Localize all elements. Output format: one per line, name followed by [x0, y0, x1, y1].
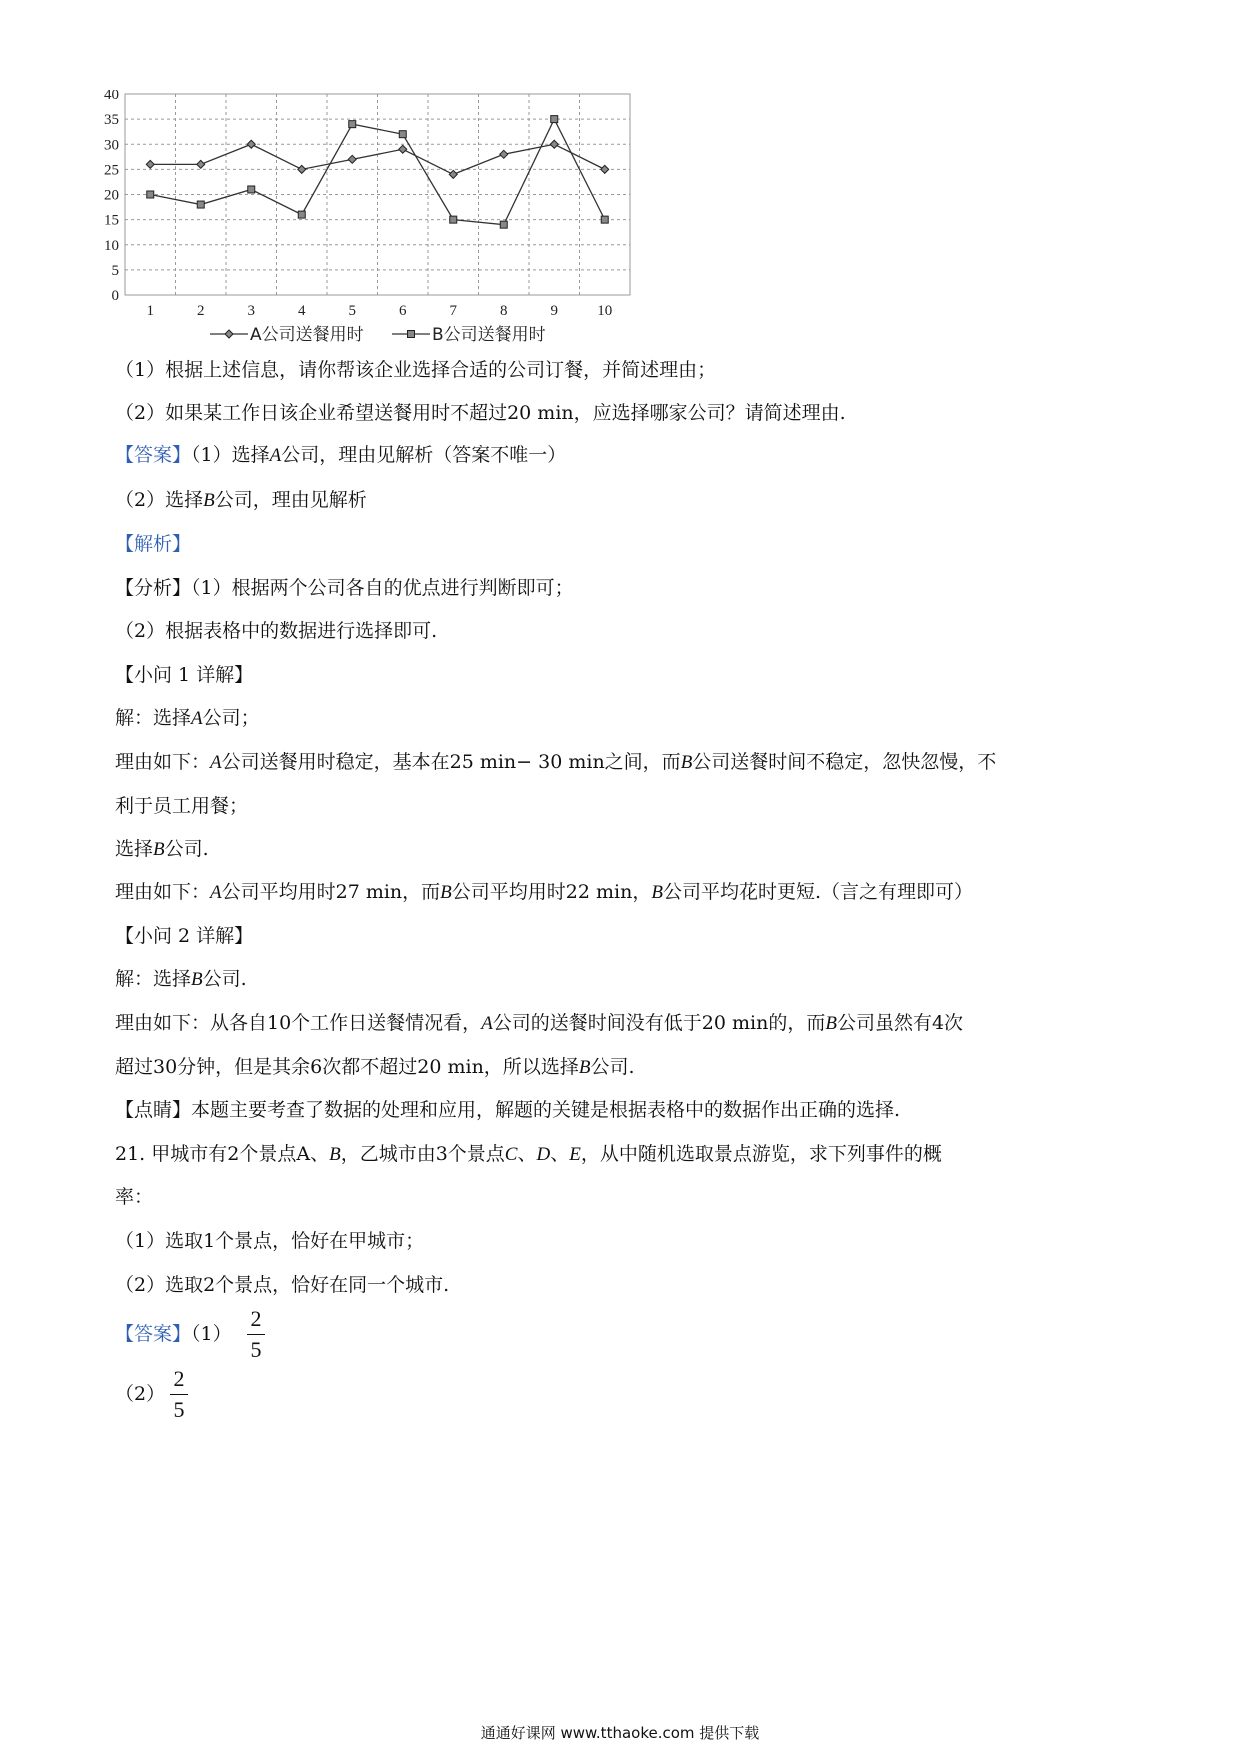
answer-21-2: （2）: [115, 1383, 166, 1405]
y-tick-label: 35: [104, 112, 119, 129]
sub2-line-3: 超过30分钟，但是其余6次都不超过20 min，所以选择B公司.: [115, 1056, 635, 1078]
footer: 通通好课网 www.tthaoke.com 提供下载: [480, 1724, 760, 1742]
question-21-part-1: （1）选取1个景点，恰好在甲城市；: [115, 1230, 425, 1252]
series-a-point: [550, 140, 558, 148]
sub1-line-3: 利于员工用餐；: [115, 795, 249, 817]
question-1: （1）根据上述信息，请你帮该企业选择合适的公司订餐，并简述理由；: [115, 359, 717, 381]
series-b-point: [197, 201, 204, 208]
analysis-line-1: 【分析】（1）根据两个公司各自的优点进行判断即可；: [115, 577, 574, 599]
x-tick-label: 7: [449, 303, 457, 319]
series-a-point: [247, 140, 255, 148]
x-tick-label: 2: [197, 303, 205, 319]
key-point: 【点睛】本题主要考查了数据的处理和应用，解题的关键是根据表格中的数据作出正确的选择.: [115, 1099, 901, 1121]
sub1-line-1: 解：选择A公司；: [115, 707, 260, 729]
series-b-point: [450, 216, 457, 223]
analysis-line-2: （2）根据表格中的数据进行选择即可.: [115, 620, 438, 642]
x-tick-label: 6: [399, 303, 407, 319]
sub1-line-5: 理由如下：A公司平均用时27 min，而B公司平均用时22 min，B公司平均花时更短.（言之有理即可）: [115, 881, 973, 903]
series-b-point: [399, 131, 406, 138]
legend-label: B公司送餐用时: [432, 325, 546, 345]
y-tick-label: 20: [104, 187, 119, 204]
answer-tag: 【答案】: [115, 444, 192, 466]
question-21-line-2: 率：: [115, 1186, 154, 1208]
series-b-point: [601, 216, 608, 223]
question-2: （2）如果某工作日该企业希望送餐用时不超过20 min，应选择哪家公司？请简述理由.: [115, 402, 846, 424]
fraction-answer-1: 2 5: [247, 1306, 265, 1363]
x-tick-label: 9: [550, 303, 558, 319]
answer-21-1: 【答案】（1）: [115, 1323, 232, 1345]
series-a-point: [146, 160, 154, 168]
x-tick-label: 3: [247, 303, 255, 319]
series-b-point: [349, 121, 356, 128]
series-b-point: [551, 116, 558, 123]
series-a-point: [197, 160, 205, 168]
subquestion-1-title: 【小问 1 详解】: [115, 664, 254, 686]
series-a-point: [399, 145, 407, 153]
sub1-line-4: 选择B公司.: [115, 838, 209, 860]
series-a-point: [601, 165, 609, 173]
series-a-point: [500, 150, 508, 158]
x-tick-label: 1: [146, 303, 154, 319]
question-21-part-2: （2）选取2个景点，恰好在同一个城市.: [115, 1274, 450, 1296]
analysis-tag: 【解析】: [115, 533, 192, 555]
x-tick-label: 10: [597, 303, 613, 319]
subquestion-2-title: 【小问 2 详解】: [115, 925, 254, 947]
series-a-point: [449, 170, 457, 178]
series-b-point: [298, 211, 305, 218]
y-tick-label: 5: [111, 262, 119, 279]
series-b-point: [500, 221, 507, 228]
y-tick-label: 25: [104, 162, 119, 179]
answer-1: 【答案】（1）选择A公司，理由见解析（答案不唯一）: [115, 444, 567, 466]
legend-marker-square: [408, 331, 415, 338]
y-tick-label: 15: [104, 212, 119, 229]
y-tick-label: 0: [111, 288, 119, 304]
y-tick-label: 40: [104, 90, 119, 103]
series-a-point: [348, 155, 356, 163]
legend-marker-diamond: [225, 330, 233, 338]
sub2-line-1: 解：选择B公司.: [115, 968, 247, 990]
fraction-answer-2: 2 5: [170, 1366, 188, 1423]
x-tick-label: 5: [348, 303, 356, 319]
y-tick-label: 30: [104, 137, 119, 154]
series-a-point: [298, 165, 306, 173]
x-tick-label: 8: [500, 303, 508, 319]
answer-2: （2）选择B公司，理由见解析: [115, 489, 367, 511]
delivery-time-chart: [100, 90, 720, 390]
sub1-line-2: 理由如下：A公司送餐用时稳定，基本在25 min− 30 min之间，而B公司送餐时间不稳定，忽快忽慢，不: [115, 751, 997, 773]
x-tick-label: 4: [298, 303, 306, 319]
question-21-line-1: 21. 甲城市有2个景点A、B，乙城市由3个景点C、D、E，从中随机选取景点游览，求下列事件的概: [115, 1143, 942, 1165]
legend-label: A公司送餐用时: [250, 325, 364, 345]
y-tick-label: 10: [104, 237, 119, 254]
series-b-point: [147, 191, 154, 198]
series-b-point: [248, 186, 255, 193]
sub2-line-2: 理由如下：从各自10个工作日送餐情况看，A公司的送餐时间没有低于20 min的，而B公司虽然有4次: [115, 1012, 964, 1034]
